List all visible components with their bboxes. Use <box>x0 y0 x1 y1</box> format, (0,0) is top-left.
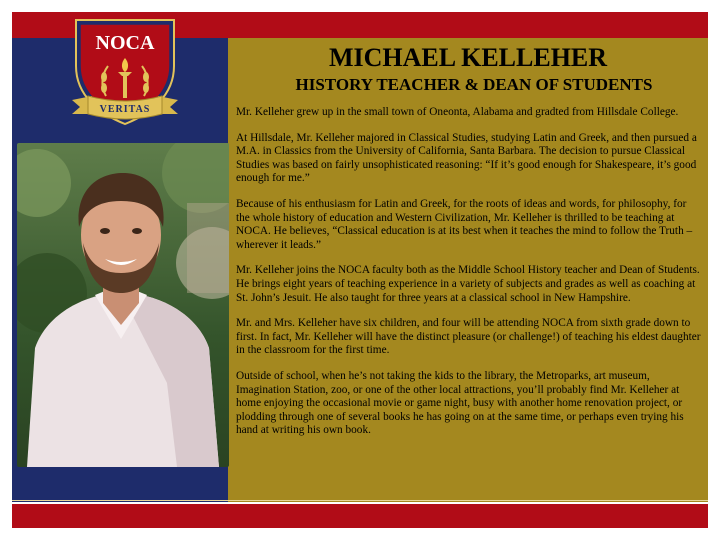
school-crest-logo <box>70 14 180 126</box>
gold-pinstripe-bottom <box>12 500 708 501</box>
bio-paragraph: At Hillsdale, Mr. Kelleher majored in Classical Studies, studying Latin and Greek, and then pursued a M.A. in Classics from the University of California, Santa Barbara. The decision to pursue Classical Studies was based on fairly unsophisticated reasoning: “If it’s good enough for Shakespeare, it’s good enough for me.” <box>236 131 697 185</box>
title-block <box>228 44 708 96</box>
bio-paragraph: Mr. Kelleher joins the NOCA faculty both as the Middle School History teacher and Dean of Students. He brings eight years of teaching experience in a variety of subjects and grades as well as coaching at St. John’s Jesuit. He also taught for three years at a classical school in New Hampshire. <box>236 264 700 304</box>
bio-paragraph: Outside of school, when he’s not taking the kids to the library, the Metroparks, art museum, Imagination Station, zoo, or one of the other local attractions, you’ll probably find Mr. Kelleher at home enjoying the occasional movie or game night, busy with another home renovation project, or plodding through one of several books he has going on at the same time, or perhaps even trying his hand at writing his own book. <box>236 369 684 437</box>
bio-paragraph: Mr. and Mrs. Kelleher have six children, and four will be attending NOCA from sixth grade down to first. In fact, Mr. Kelleher will have the distinct pleasure (or challenge!) of teaching his eldest daughter in the classroom for the first time. <box>236 317 701 357</box>
bio-paragraph: Because of his enthusiasm for Latin and Greek, for the roots of ideas and words, for philosophy, for the whole history of education and Western Civilization, Mr. Kelleher is thrilled to be teaching at NOCA. He believes, “Classical education is at its best when it teaches the mind to follow the Truth – wherever it leads.” <box>236 197 693 251</box>
logo-motto: VERITAS <box>99 104 151 115</box>
bottom-red-band <box>12 504 708 528</box>
teacher-portrait-photo <box>17 143 229 467</box>
bio-paragraph: Mr. Kelleher grew up in the small town of Oneonta, Alabama and gradted from Hillsdale College. <box>236 106 679 118</box>
biography <box>236 106 702 450</box>
teacher-name: MICHAEL KELLEHER <box>328 43 608 72</box>
logo-name: NOCA <box>95 32 155 54</box>
teacher-role: HISTORY TEACHER & DEAN OF STUDENTS <box>295 75 653 94</box>
